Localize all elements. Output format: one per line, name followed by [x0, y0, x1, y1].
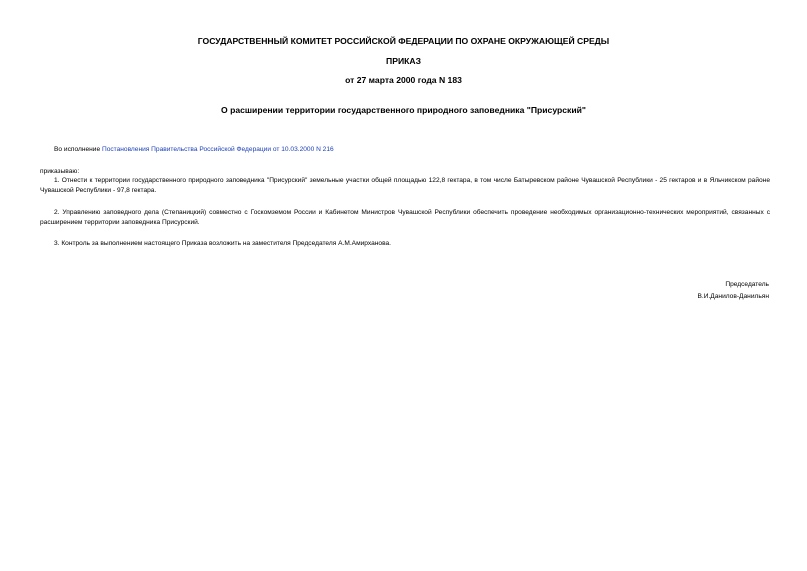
signature-name: В.И.Данилов-Данильян [697, 293, 769, 300]
order-item-1: 1. Отнести к территории государственного природного заповедника "Присурский" земельные участки общей площадью 122,8 гектара, в том числе Батыревском районе Чувашской Республики - 25 гектаров и в Яльчикском районе Чувашской Республики - 97,8 гектара. [40, 177, 770, 194]
order-item-3: 3. Контроль за выполнением настоящего Приказа возложить на заместителя Председателя А.М.Амирханова. [54, 240, 392, 247]
signature-block [698, 279, 770, 303]
document-date-number: от 27 марта 2000 года N 183 [345, 75, 462, 85]
signature-role: Председатель [725, 281, 769, 288]
orders-word: приказываю: [40, 168, 80, 175]
document-title: О расширении территории государственного природного заповедника "Присурский" [221, 105, 586, 115]
preamble [54, 145, 334, 155]
regulation-link[interactable]: Постановления Правительства Российской Федерации от 10.03.2000 N 216 [101, 146, 334, 153]
document-type: ПРИКАЗ [386, 56, 421, 66]
preamble-text: Во исполнение [54, 146, 102, 153]
order-item-2: 2. Управлению заповедного дела (Степаницкий) совместно с Госкомземом России и Кабинетом Министров Чувашской Республики обеспечить проведение необходимых организационно-технических мероприятий, связанных с расширением территории заповедника Присурский. [40, 209, 770, 226]
issuing-organization: ГОСУДАРСТВЕННЫЙ КОМИТЕТ РОССИЙСКОЙ ФЕДЕРАЦИИ ПО ОХРАНЕ ОКРУЖАЮЩЕЙ СРЕДЫ [197, 36, 610, 46]
